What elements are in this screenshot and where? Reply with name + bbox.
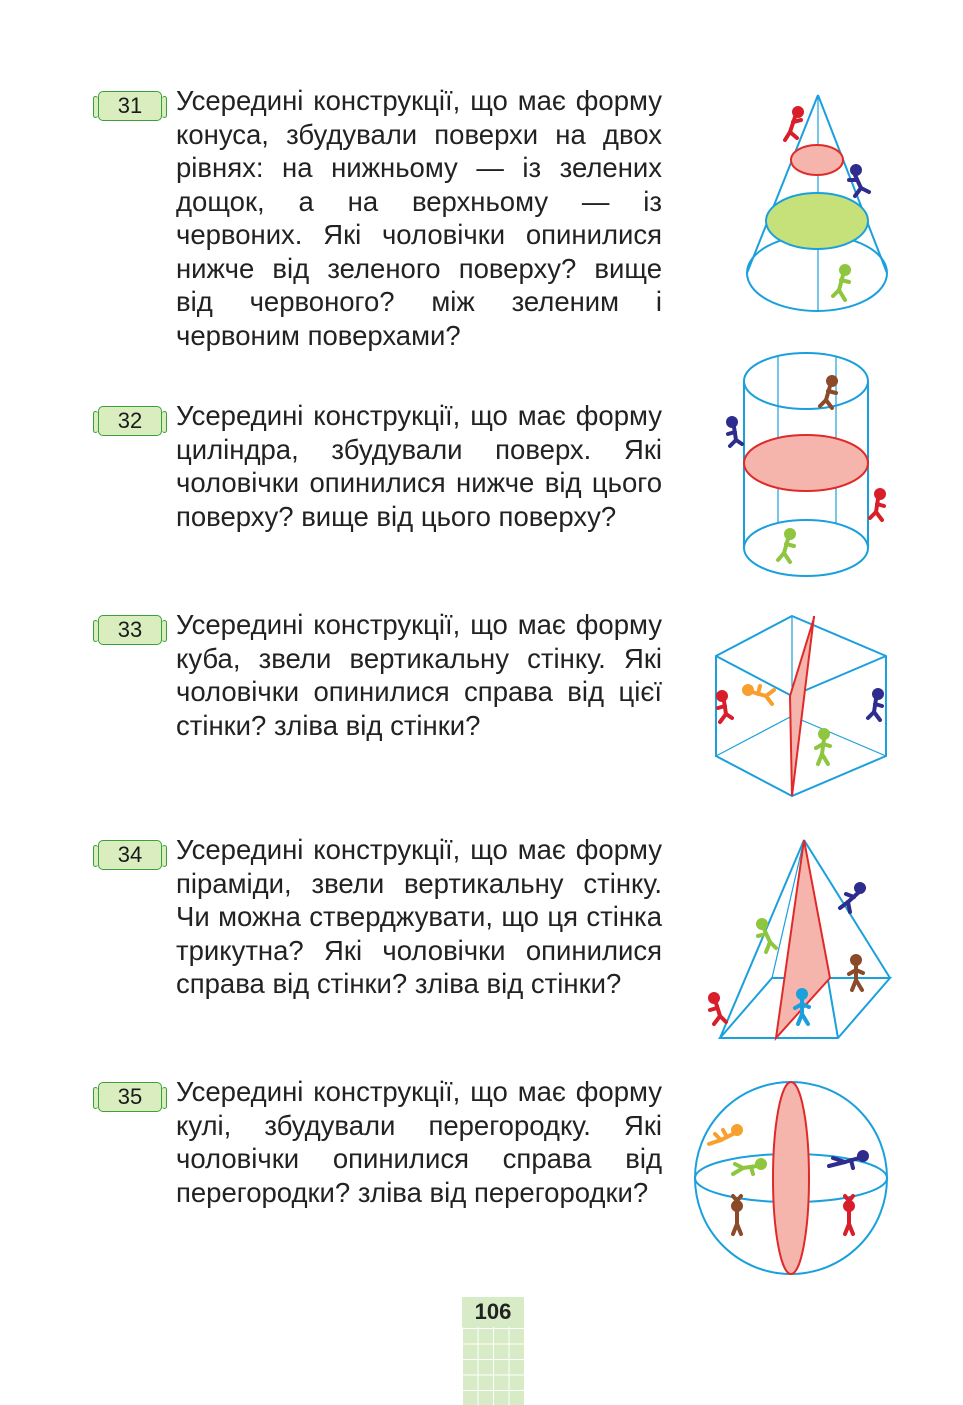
page-number-box [462, 1297, 524, 1405]
pyramid-icon [700, 836, 900, 1046]
cylinder-icon [720, 348, 900, 588]
sphere-icon [693, 1078, 893, 1278]
page-number: 106 [462, 1297, 524, 1327]
problem-number-badge: 32 [98, 406, 162, 436]
cube-icon [710, 612, 890, 802]
problem-text: Усередині конструкції, що має форму кулі, збудували перегородку. Які чоловічки опинилися справа від перегородки? зліва від перегородки? [176, 1076, 662, 1208]
problem-text: Усередині конструкції, що має форму циліндра, збудували поверх. Які чоловічки опинилися нижче від цього поверху? вище від цього поверху? [176, 400, 662, 532]
problem-number-badge: 35 [98, 1082, 162, 1112]
problem-number-badge: 34 [98, 840, 162, 870]
problem-number-badge: 33 [98, 615, 162, 645]
problem-text: Усередині конструкції, що має форму куба, звели вертикальну стінку. Які чоловічки опинилися справа від цієї стінки? зліва від стінки? [176, 609, 662, 741]
problem-text: Усередині конструкції, що має форму піраміди, звели вертикальну стінку. Чи можна стверджувати, що ця стінка трикутна? Які чоловічки опинилися справа від стінки? зліва від стінки? [176, 834, 662, 999]
cone-icon [735, 90, 905, 330]
problem-text: Усередині конструкції, що має форму конуса, збудували поверхи на двох рівнях: на нижньому — із зелених дощок, а на верхньому — із червоних. Які чоловічки опинилися нижче від зеленого поверху? вище від червоного? між зеленим і червоним поверхами? [176, 85, 662, 351]
problem-number-badge: 31 [98, 91, 162, 121]
